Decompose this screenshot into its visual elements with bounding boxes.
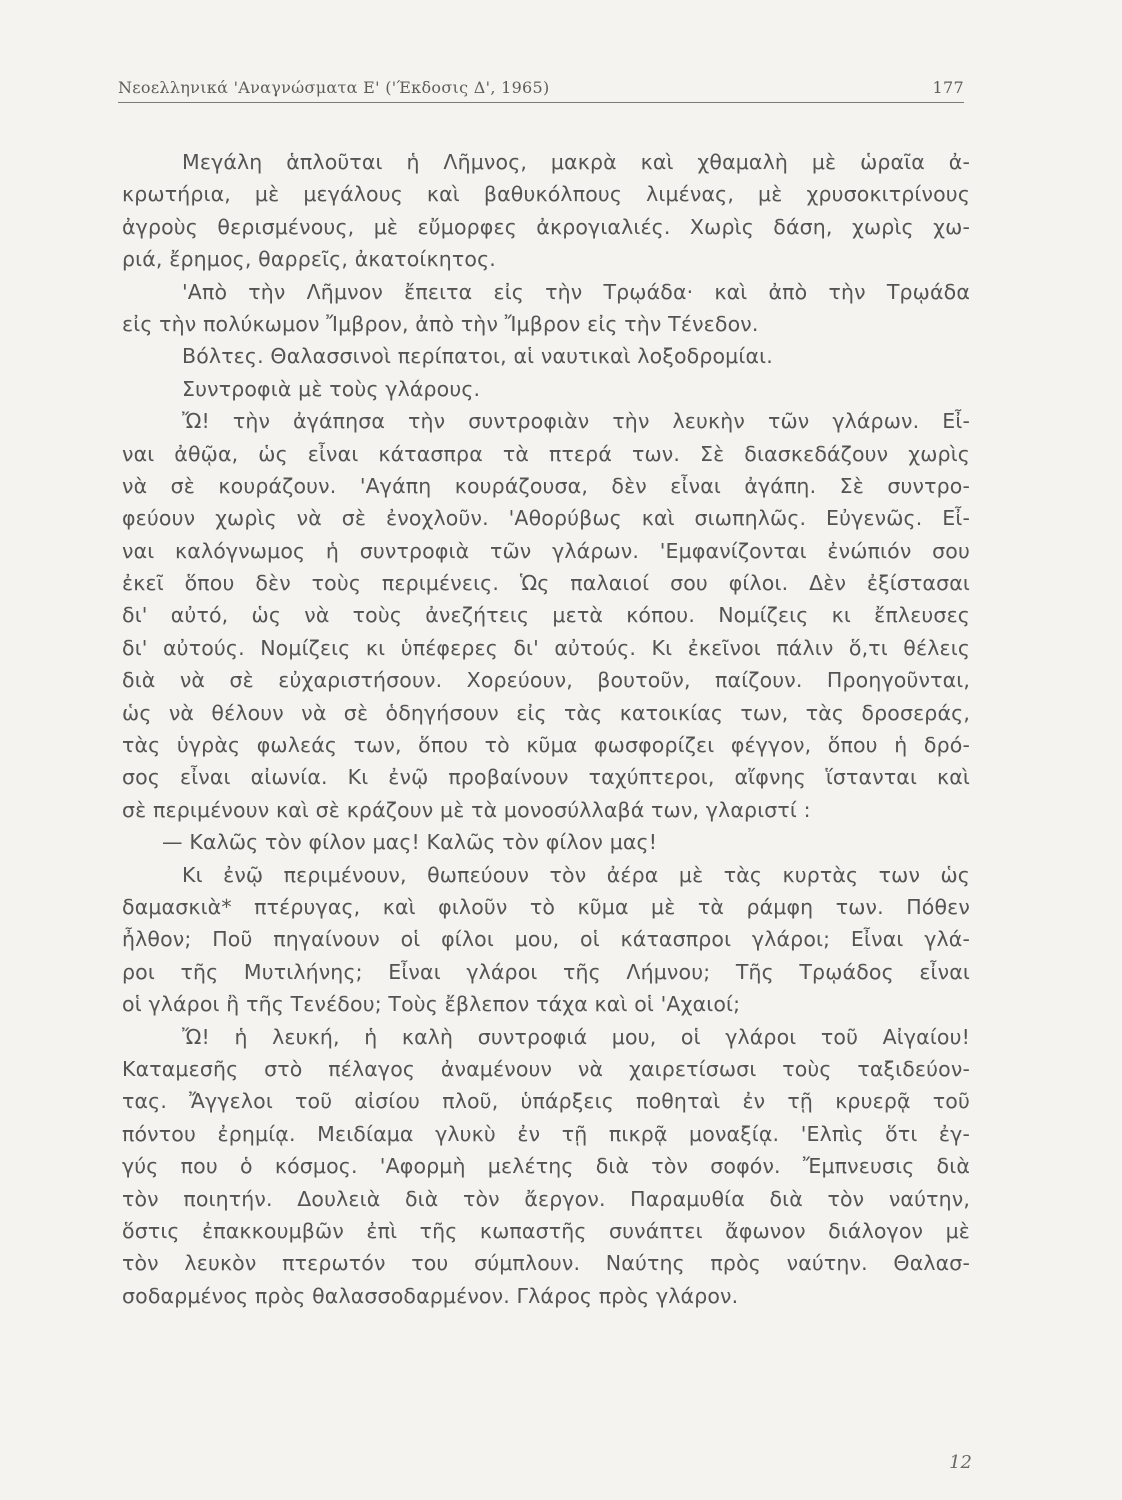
text-line: ἐκεῖ ὅπου δὲν τοὺς περιμένεις. Ὡς παλαιοί σου φίλοι. Δὲν ἐξίστασαι [122, 571, 970, 596]
text-line: Κι ἐνῷ περιμένουν, θωπεύουν τὸν ἀέρα μὲ τὰς κυρτὰς των ὡς [182, 862, 970, 887]
text-line: τὰς ὑγρὰς φωλεάς των, ὅπου τὸ κῦμα φωσφορίζει φέγγον, ὅπου ἡ δρό- [122, 733, 970, 758]
text-line: ἀγροὺς θερισμένους, μὲ εὔμορφες ἀκρογιαλιές. Χωρὶς δάση, χωρὶς χω- [122, 214, 970, 239]
folio-mark: 12 [949, 1452, 972, 1473]
text-line: γύς που ὁ κόσμος. 'Αφορμὴ μελέτης διὰ τὸν σοφόν. Ἔμπνευσις διὰ [122, 1154, 970, 1179]
text-line: εἰς τὴν πολύκωμον Ἴμβρον, ἀπὸ τὴν Ἴμβρον εἰς τὴν Τένεδον. [122, 311, 759, 336]
text-line: Καταμεσῆς στὸ πέλαγος ἀναμένουν νὰ χαιρετίσωσι τοὺς ταξιδεύον- [122, 1056, 970, 1081]
header-page-number: 177 [932, 78, 964, 97]
text-line: Ὤ! τὴν ἀγάπησα τὴν συντροφιὰν τὴν λευκὴν τῶν γλάρων. Εἶ- [182, 409, 970, 434]
text-line: τας. Ἄγγελοι τοῦ αἰσίου πλοῦ, ὑπάρξεις ποθηταὶ ἐν τῇ κρυερᾷ τοῦ [122, 1089, 970, 1114]
text-line: Μεγάλη ἁπλοῦται ἡ Λῆμνος, μακρὰ καὶ χθαμαλὴ μὲ ὡραῖα ἀ- [182, 150, 970, 174]
text-line: δι' αὐτό, ὡς νὰ τοὺς ἀνεζήτεις μετὰ κόπου. Νομίζεις κι ἔπλευσες [122, 603, 970, 628]
text-line: ὅστις ἐπακκουμβῶν ἐπὶ τῆς κωπαστῆς συνάπτει ἄφωνον διάλογον μὲ [122, 1218, 970, 1243]
text-line: δι' αὐτούς. Νομίζεις κι ὑπέφερες δι' αὐτούς. Κι ἐκεῖνοι πάλιν ὅ,τι θέλεις [122, 635, 970, 660]
header-title: Νεοελληνικά 'Αναγνώσματα Ε' ('Έκδοσις Δ', 1965) [118, 78, 550, 97]
text-line: ναι καλόγνωμος ἡ συντροφιὰ τῶν γλάρων. 'Εμφανίζονται ἐνώπιόν σου [122, 538, 970, 563]
text-line: Ὤ! ἡ λευκή, ἡ καλὴ συντροφιά μου, οἱ γλάροι τοῦ Αἰγαίου! [182, 1024, 970, 1049]
text-line: Βόλτες. Θαλασσινοὶ περίπατοι, αἱ ναυτικαὶ λοξοδρομίαι. [182, 344, 773, 369]
running-header [118, 76, 964, 103]
text-line: 'Απὸ τὴν Λῆμνον ἔπειτα εἰς τὴν Τρῳάδα· καὶ ἀπὸ τὴν Τρῳάδα [182, 279, 970, 304]
text-line: κρωτήρια, μὲ μεγάλους καὶ βαθυκόλπους λιμένας, μὲ χρυσοκιτρίνους [122, 182, 970, 207]
text-line: διὰ νὰ σὲ εὐχαριστήσουν. Χορεύουν, βουτοῦν, παίζουν. Προηγοῦνται, [122, 668, 970, 693]
text-line: ροι τῆς Μυτιλήνης; Εἶναι γλάροι τῆς Λήμνου; Τῆς Τρῳάδος εἶναι [122, 959, 970, 984]
text-line: ἦλθον; Ποῦ πηγαίνουν οἱ φίλοι μου, οἱ κάτασπροι γλάροι; Εἶναι γλά- [122, 927, 970, 952]
text-line: πόντου ἐρημίᾳ. Μειδίαμα γλυκὺ ἐν τῇ πικρᾷ μοναξίᾳ. 'Ελπὶς ὅτι ἐγ- [122, 1121, 970, 1146]
text-line: οἱ γλάροι ἢ τῆς Τενέδου; Τοὺς ἔβλεπον τάχα καὶ οἱ 'Αχαιοί; [122, 992, 741, 1017]
text-line: σοδαρμένος πρὸς θαλασσοδαρμένον. Γλάρος πρὸς γλάρον. [122, 1283, 739, 1308]
text-line: ὡς νὰ θέλουν νὰ σὲ ὁδηγήσουν εἰς τὰς κατοικίας των, τὰς δροσεράς, [122, 700, 970, 725]
text-line: τὸν ποιητήν. Δουλειὰ διὰ τὸν ἄεργον. Παραμυθία διὰ τὸν ναύτην, [122, 1186, 970, 1211]
body-text [122, 146, 970, 1312]
text-line: τὸν λευκὸν πτερωτόν του σύμπλουν. Ναύτης πρὸς ναύτην. Θαλασ- [122, 1251, 970, 1276]
text-line: ναι ἀθῷα, ὡς εἶναι κάτασπρα τὰ πτερά των. Σὲ διασκεδάζουν χωρὶς [122, 441, 970, 466]
dialogue-line: — Καλῶς τὸν φίλον μας! Καλῶς τὸν φίλον μας! [162, 830, 658, 855]
text-line: Συντροφιὰ μὲ τοὺς γλάρους. [182, 376, 481, 401]
text-line: νὰ σὲ κουράζουν. 'Αγάπη κουράζουσα, δὲν εἶναι ἀγάπη. Σὲ συντρο- [122, 473, 970, 498]
text-line: σὲ περιμένουν καὶ σὲ κράζουν μὲ τὰ μονοσύλλαβά των, γλαριστί : [122, 797, 811, 822]
text-line: φεύουν χωρὶς νὰ σὲ ἐνοχλοῦν. 'Αθορύβως καὶ σιωπηλῶς. Εὐγενῶς. Εἶ- [122, 506, 970, 531]
text-line: δαμασκιὰ* πτέρυγας, καὶ φιλοῦν τὸ κῦμα μὲ τὰ ράμφη των. Πόθεν [122, 894, 970, 919]
text-line: σος εἶναι αἰωνία. Κι ἐνῷ προβαίνουν ταχύπτεροι, αἴφνης ἵστανται καὶ [122, 765, 970, 790]
text-line: ριά, ἔρημος, θαρρεῖς, ἀκατοίκητος. [122, 247, 496, 272]
